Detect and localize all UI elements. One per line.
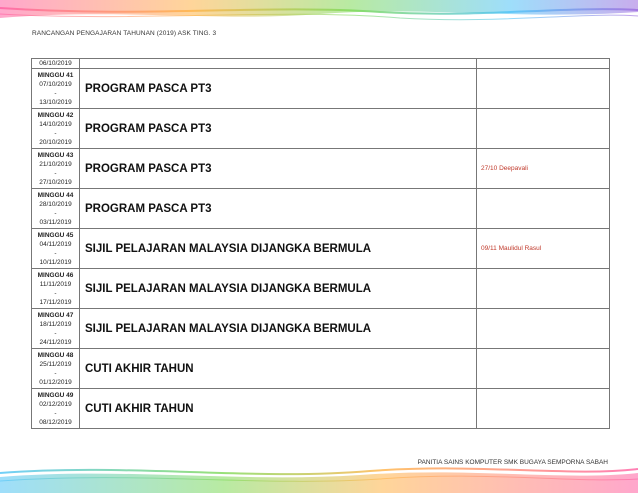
end-date: 13/10/2019 (39, 98, 72, 106)
start-date: 25/11/2019 (39, 360, 72, 368)
start-date: 21/10/2019 (39, 160, 72, 168)
date-separator: - (54, 169, 57, 177)
date-cell: 06/10/2019 (32, 59, 80, 69)
week-label: MINGGU 43 (37, 151, 74, 159)
table-row (32, 229, 610, 269)
content-cell: PROGRAM PASCA PT3 (80, 109, 477, 149)
bottom-wave-decoration (0, 453, 638, 493)
schedule-table (31, 58, 610, 429)
note-cell (477, 389, 610, 429)
content-cell: SIJIL PELAJARAN MALAYSIA DIJANGKA BERMULA (80, 309, 477, 349)
note-cell (477, 189, 610, 229)
week-label: MINGGU 47 (37, 311, 74, 319)
date-separator: - (54, 249, 57, 257)
content-cell: CUTI AKHIR TAHUN (80, 389, 477, 429)
content-cell: PROGRAM PASCA PT3 (80, 69, 477, 109)
table-row (32, 269, 610, 309)
date-separator: - (54, 329, 57, 337)
table-row (32, 189, 610, 229)
table-row (32, 69, 610, 109)
week-label: MINGGU 42 (37, 111, 74, 119)
date-cell (32, 69, 80, 109)
end-date: 27/10/2019 (39, 178, 72, 186)
end-date: 24/11/2019 (39, 338, 72, 346)
content-cell: SIJIL PELAJARAN MALAYSIA DIJANGKA BERMULA (80, 229, 477, 269)
start-date: 11/11/2019 (39, 280, 72, 288)
end-date: 10/11/2019 (39, 258, 72, 266)
date-separator: - (54, 209, 57, 217)
end-date: 20/10/2019 (39, 138, 72, 146)
start-date: 02/12/2019 (39, 400, 72, 408)
page-footer: PANITIA SAINS KOMPUTER SMK BUGAYA SEMPORNA SABAH (417, 459, 608, 466)
content-cell: PROGRAM PASCA PT3 (80, 189, 477, 229)
note-cell (477, 269, 610, 309)
content-cell: SIJIL PELAJARAN MALAYSIA DIJANGKA BERMULA (80, 269, 477, 309)
start-date: 28/10/2019 (39, 200, 72, 208)
content-cell: PROGRAM PASCA PT3 (80, 149, 477, 189)
date-cell (32, 149, 80, 189)
note-cell (477, 309, 610, 349)
date-cell (32, 229, 80, 269)
date-separator: - (54, 289, 57, 297)
table-row (32, 149, 610, 189)
week-label: MINGGU 45 (37, 231, 74, 239)
note-cell: 09/11 Maulidul Rasul (477, 229, 610, 269)
date-cell (32, 109, 80, 149)
table-row (32, 109, 610, 149)
date-separator: - (54, 409, 57, 417)
date-cell (32, 269, 80, 309)
end-date: 17/11/2019 (39, 298, 72, 306)
week-label: MINGGU 46 (37, 271, 74, 279)
content-cell: CUTI AKHIR TAHUN (80, 349, 477, 389)
date-separator: - (54, 129, 57, 137)
start-date: 18/11/2019 (39, 320, 72, 328)
date-separator: - (54, 369, 57, 377)
note-cell (477, 69, 610, 109)
page-header: RANCANGAN PENGAJARAN TAHUNAN (2019) ASK TING. 3 (32, 30, 217, 37)
start-date: 07/10/2019 (39, 80, 72, 88)
date-separator: - (54, 89, 57, 97)
date-cell (32, 309, 80, 349)
week-label: MINGGU 48 (37, 351, 74, 359)
note-cell (477, 349, 610, 389)
week-label: MINGGU 49 (37, 391, 74, 399)
date-cell (32, 349, 80, 389)
date-cell (32, 389, 80, 429)
note-cell (477, 59, 610, 69)
start-date: 04/11/2019 (39, 240, 72, 248)
table-row-top (32, 59, 610, 69)
week-label: MINGGU 44 (37, 191, 74, 199)
content-cell (80, 59, 477, 69)
note-cell (477, 109, 610, 149)
start-date: 14/10/2019 (39, 120, 72, 128)
table-row (32, 389, 610, 429)
week-label: MINGGU 41 (37, 71, 74, 79)
table-row (32, 349, 610, 389)
end-date: 03/11/2019 (39, 218, 72, 226)
date-cell (32, 189, 80, 229)
note-cell: 27/10 Deepavali (477, 149, 610, 189)
end-date: 01/12/2019 (39, 378, 72, 386)
end-date: 08/12/2019 (39, 418, 72, 426)
table-row (32, 309, 610, 349)
